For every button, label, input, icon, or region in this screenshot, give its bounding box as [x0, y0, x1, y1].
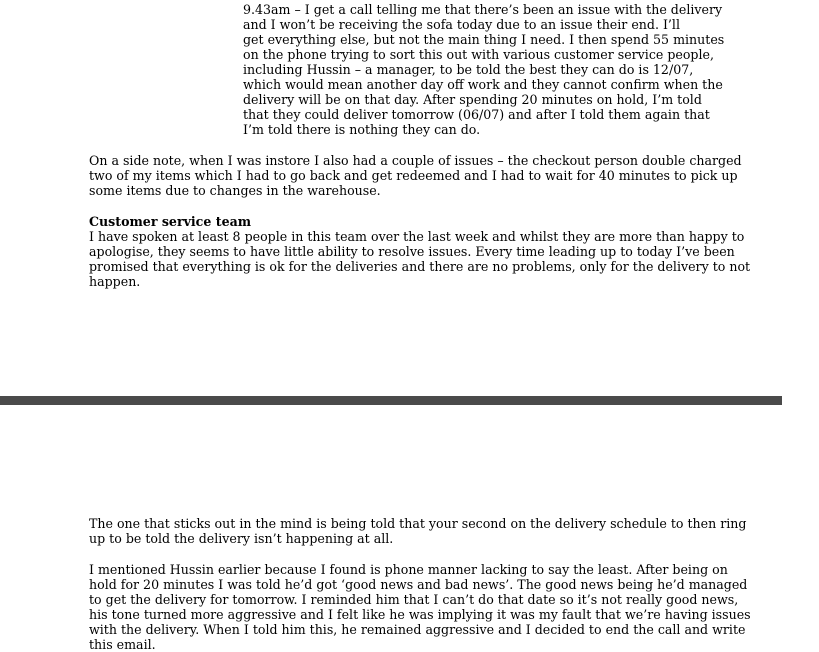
indented-line: get everything else, but not the main thing I need. I then spend 55 minutes: [243, 32, 725, 47]
section-heading: Customer service team: [89, 214, 252, 229]
section-line: promised that everything is ok for the deliveries and there are no problems, only for the delivery to not: [89, 259, 751, 274]
indented-line: on the phone trying to sort this out with various customer service people,: [243, 47, 714, 62]
paragraph-line: to get the delivery for tomorrow. I reminded him that I can’t do that date so it’s not really good news,: [89, 592, 739, 607]
paragraph-line: hold for 20 minutes I was told he’d got ‘good news and bad news’. The good news being he’d managed: [89, 577, 748, 592]
side-note-line: On a side note, when I was instore I also had a couple of issues – the checkout person double charged: [89, 153, 742, 168]
indented-line: 9.43am – I get a call telling me that there’s been an issue with the delivery: [243, 2, 723, 17]
paragraph-line: his tone turned more aggressive and I felt like he was implying it was my fault that we’re having issues: [89, 607, 751, 622]
paragraph-line: with the delivery. When I told him this, he remained aggressive and I decided to end the call and write: [89, 622, 746, 637]
paragraph-line: up to be told the delivery isn’t happening at all.: [89, 531, 394, 546]
side-note-line: two of my items which I had to go back and get redeemed and I had to wait for 40 minutes to pick up: [89, 168, 738, 183]
side-note-line: some items due to changes in the warehouse.: [89, 183, 381, 198]
paragraph-line: I mentioned Hussin earlier because I found is phone manner lacking to say the least. After being on: [89, 562, 728, 577]
paragraph-line: this email.: [89, 637, 156, 652]
indented-line: I’m told there is nothing they can do.: [243, 122, 481, 137]
indented-line: including Hussin – a manager, to be told the best they can do is 12/07,: [243, 62, 694, 77]
section-line: I have spoken at least 8 people in this team over the last week and whilst they are more than happy to: [89, 229, 745, 244]
page-2-top: [0, 405, 819, 652]
indented-line: delivery will be on that day. After spending 20 minutes on hold, I’m told: [243, 92, 702, 107]
indented-line: and I won’t be receiving the sofa today due to an issue their end. I’ll: [243, 17, 680, 32]
indented-line: which would mean another day off work and they cannot confirm when the: [243, 77, 723, 92]
section-line: happen.: [89, 274, 141, 289]
paragraph-line: The one that sticks out in the mind is being told that your second on the delivery schedule to then ring: [89, 516, 747, 531]
indented-line: that they could deliver tomorrow (06/07) and after I told them again that: [243, 107, 710, 122]
page-break-divider: [0, 396, 782, 405]
section-line: apologise, they seems to have little ability to resolve issues. Every time leading up to today I’ve been: [89, 244, 735, 259]
